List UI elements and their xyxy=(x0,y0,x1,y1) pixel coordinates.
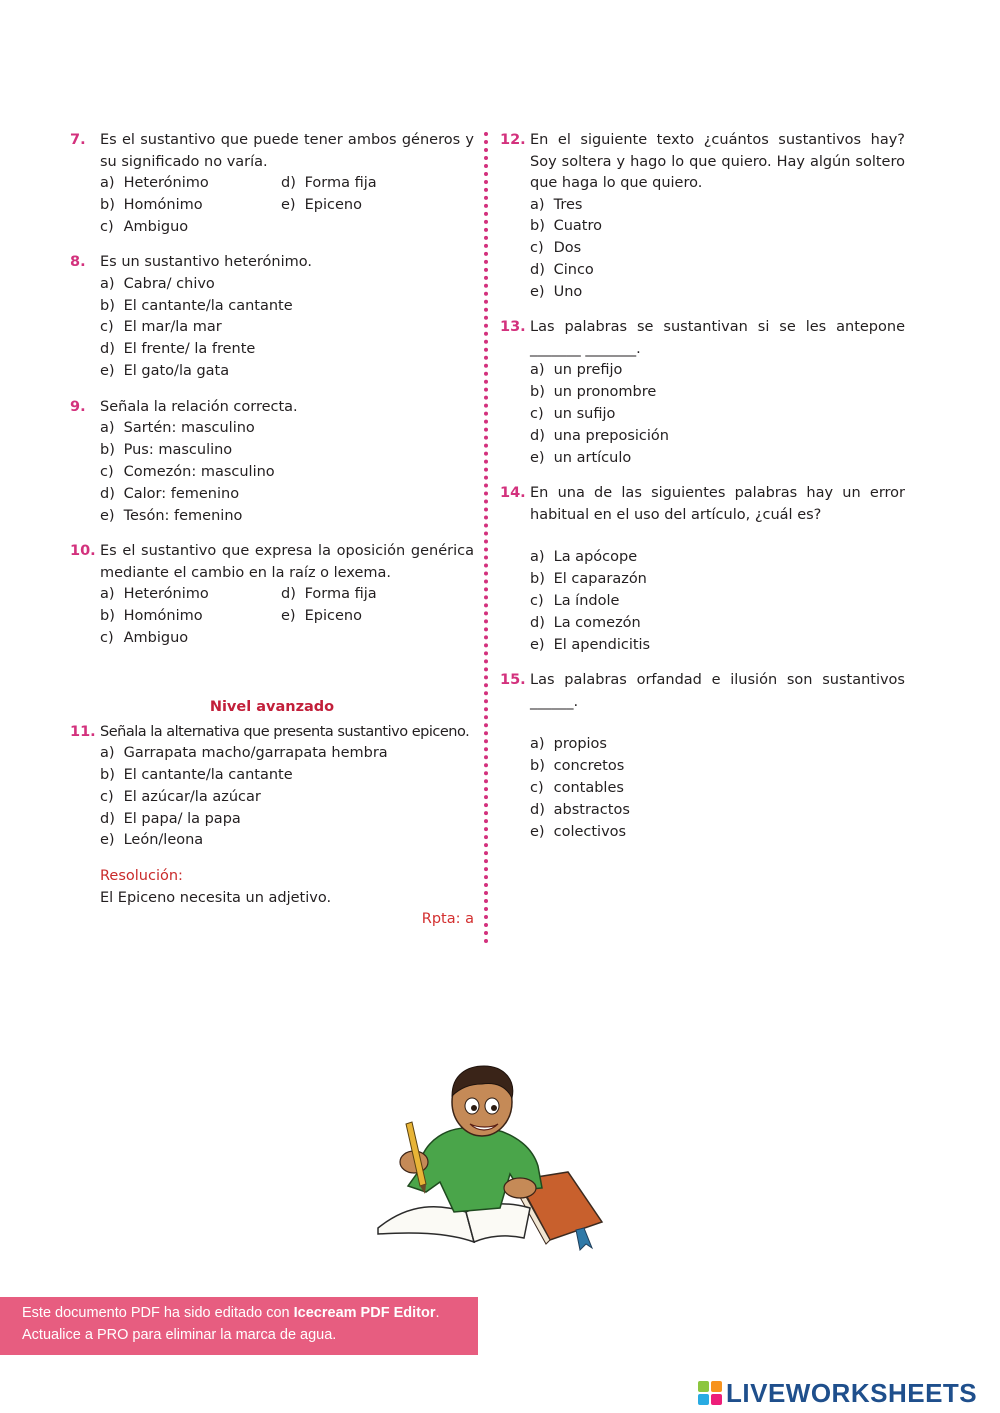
option-e[interactable]: e) Epiceno xyxy=(281,196,362,213)
options-grid xyxy=(100,173,474,238)
option-c[interactable]: c) El mar/la mar xyxy=(100,319,222,336)
option-d[interactable]: d) Forma fija xyxy=(281,586,377,603)
option-a[interactable]: a) Tres xyxy=(530,196,583,213)
option-a[interactable]: a) La apócope xyxy=(530,549,638,566)
liveworksheets-text: LIVEWORKSHEETS xyxy=(726,1377,978,1408)
question-text: En una de las siguientes palabras hay un error habitual en el uso del artículo, ¿cuál es? xyxy=(530,485,905,523)
option-b[interactable]: b) un pronombre xyxy=(530,384,657,401)
option-e[interactable]: e) Tesón: femenino xyxy=(100,507,243,524)
right-column xyxy=(500,130,905,843)
option-e[interactable]: e) León/leona xyxy=(100,832,204,849)
question-text: Es un sustantivo heterónimo. xyxy=(100,254,312,271)
option-e[interactable]: e) Epiceno xyxy=(281,608,362,625)
resolution-label: Resolución: xyxy=(100,868,183,885)
option-b[interactable]: b) El cantante/la cantante xyxy=(100,297,293,314)
answer-text: Rpta: a xyxy=(421,911,474,928)
option-b[interactable]: b) Homónimo xyxy=(100,196,203,213)
option-d[interactable]: d) El frente/ la frente xyxy=(100,341,256,358)
option-b[interactable]: b) Pus: masculino xyxy=(100,442,233,459)
option-c[interactable]: c) La índole xyxy=(530,593,620,610)
option-d[interactable]: d) La comezón xyxy=(530,614,641,631)
option-d[interactable]: d) Calor: femenino xyxy=(100,485,240,502)
section-title-nivel-avanzado: Nivel avanzado xyxy=(209,698,335,715)
option-b[interactable]: b) concretos xyxy=(530,758,625,775)
column-divider xyxy=(484,132,488,944)
question-number: 8. xyxy=(70,254,86,271)
question-text: Las palabras se sustantivan si se les antepone _______ _______. xyxy=(530,319,905,357)
question-14 xyxy=(500,483,905,656)
option-d[interactable]: d) El papa/ la papa xyxy=(100,810,241,827)
watermark-line-1: Este documento PDF ha sido editado con Icecream PDF Editor. xyxy=(22,1305,440,1321)
option-c[interactable]: c) El azúcar/la azúcar xyxy=(100,788,261,805)
option-a[interactable]: a) Cabra/ chivo xyxy=(100,275,215,292)
question-number: 7. xyxy=(70,132,86,148)
option-e[interactable]: e) colectivos xyxy=(530,823,627,840)
question-8 xyxy=(70,252,474,382)
resolution-text: El Epiceno necesita un adjetivo. xyxy=(100,889,332,906)
watermark-brand: Icecream PDF Editor xyxy=(293,1305,436,1321)
option-a[interactable]: a) propios xyxy=(530,736,607,753)
option-a[interactable]: a) Garrapata macho/garrapata hembra xyxy=(100,745,388,762)
question-13 xyxy=(500,317,905,469)
option-b[interactable]: b) El caparazón xyxy=(530,571,647,588)
option-e[interactable]: e) El apendicitis xyxy=(530,636,651,653)
options-grid xyxy=(100,584,474,649)
option-d[interactable]: d) abstractos xyxy=(530,801,630,818)
option-c[interactable]: c) Ambiguo xyxy=(100,218,189,235)
question-7 xyxy=(70,130,474,238)
question-text: Las palabras orfandad e ilusión son sustantivos ______. xyxy=(530,672,905,710)
option-b[interactable]: b) Homónimo xyxy=(100,608,203,625)
watermark-banner xyxy=(0,1297,478,1355)
question-12 xyxy=(500,130,905,303)
option-a[interactable]: a) un prefijo xyxy=(530,362,623,379)
question-number: 12. xyxy=(500,132,526,148)
question-number: 11. xyxy=(70,723,96,740)
question-number: 10. xyxy=(70,543,96,560)
option-a[interactable]: a) Heterónimo xyxy=(100,175,209,191)
question-text: Señala la alternativa que presenta sustantivo epiceno. xyxy=(100,723,470,740)
option-a[interactable]: a) Sartén: masculino xyxy=(100,420,255,437)
option-a[interactable]: a) Heterónimo xyxy=(100,586,209,603)
option-e[interactable]: e) un artículo xyxy=(530,449,632,466)
option-c[interactable]: c) Comezón: masculino xyxy=(100,463,275,480)
question-text: Es el sustantivo que puede tener ambos géneros y su significado no varía. xyxy=(100,132,474,170)
option-c[interactable]: c) un sufijo xyxy=(530,406,616,423)
question-number: 15. xyxy=(500,672,526,689)
question-text: Señala la relación correcta. xyxy=(100,398,298,415)
question-9 xyxy=(70,397,474,527)
left-column xyxy=(70,130,474,931)
option-c[interactable]: c) Ambiguo xyxy=(100,629,189,646)
option-c[interactable]: c) contables xyxy=(530,780,624,797)
option-d[interactable]: d) una preposición xyxy=(530,427,669,444)
option-b[interactable]: b) El cantante/la cantante xyxy=(100,767,293,784)
question-11 xyxy=(70,722,474,931)
boy-head-icon xyxy=(452,1066,513,1136)
boy-studying-illustration xyxy=(370,1062,610,1252)
option-d[interactable]: d) Forma fija xyxy=(281,175,377,191)
question-number: 9. xyxy=(70,398,86,415)
question-text: En el siguiente texto ¿cuántos sustantivos hay? Soy soltera y hago lo que quiero. Hay algún soltero que haga lo que quiero. xyxy=(530,132,905,191)
option-e[interactable]: e) El gato/la gata xyxy=(100,363,230,380)
question-number: 13. xyxy=(500,319,526,336)
option-e[interactable]: e) Uno xyxy=(530,283,583,300)
question-number: 14. xyxy=(500,485,526,502)
option-c[interactable]: c) Dos xyxy=(530,240,582,257)
option-b[interactable]: b) Cuatro xyxy=(530,218,603,235)
liveworksheets-logo[interactable] xyxy=(698,1378,977,1408)
watermark-line-2: Actualice a PRO para eliminar la marca de agua. xyxy=(22,1327,337,1343)
option-d[interactable]: d) Cinco xyxy=(530,261,594,278)
question-15 xyxy=(500,670,905,843)
liveworksheets-logo-icon xyxy=(698,1381,722,1405)
question-text: Es el sustantivo que expresa la oposición genérica mediante el cambio en la raíz o lexema. xyxy=(100,543,474,581)
question-10 xyxy=(70,541,474,649)
